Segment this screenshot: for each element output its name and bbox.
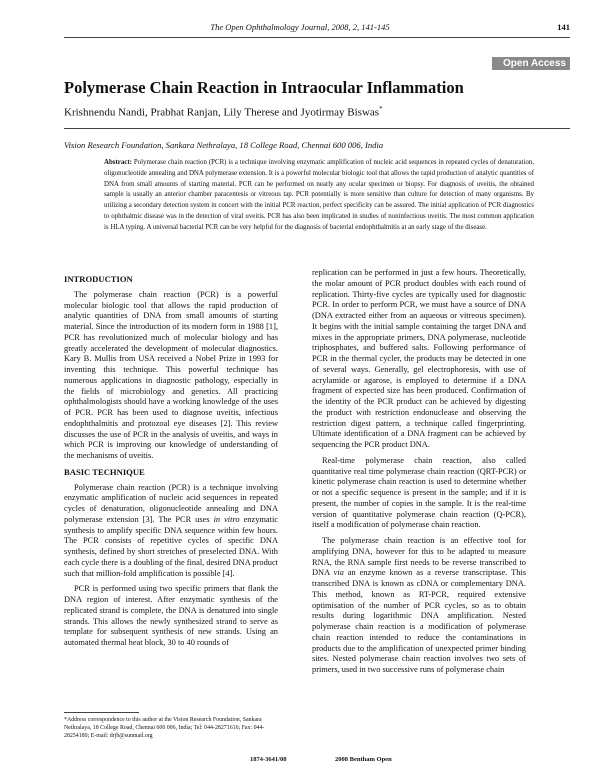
right-column [312,268,526,681]
replication-paragraph: replication can be performed in just a few hours. Theoretically, the molar amount of PCR product doubles with each round of replication. Thirty-five cycles are typically used for diagnostic PCR. In order to perform PCR, we must have a source of DNA (DNA extracted either from an aqueous or vitreous specimen). It begins with the initial sample containing the target DNA and mixes in the appropriate primers, DNA polymerase, nucleotide triphosphates, and buffered salts. Following performance of PCR in the thermal cycler, the products may be detected in one of several ways. Generally, gel electrophoresis, with use of acrylamide or agarose, is employed to determine if a DNA fragment of expected size has been produced. Confirmation of the identity of the PCR product can be achieved by digesting the product with restriction endonuclease and observing the restriction digest pattern, a technique called fingerprinting. Ultimate identification of a DNA fragment can be achieved by sequencing the PCR product DNA. [312,268,526,449]
author-list [64,105,383,119]
introduction-paragraph: The polymerase chain reaction (PCR) is a powerful molecular biologic tool that allows the rapid production of analytic quantities of DNA from small amounts of starting material. Since the introduction of its modern form in 1988 [1], PCR has revolutionized much of molecular biology and has greatly accelerated the development of molecular diagnostics. Kary B. Mullis from USA received a Nobel Prize in 1993 for inventing this technique. This powerful technique has numerous applications in diagnostic pathology, especially in the fields of microbiology and genetics. All practicing ophthalmologists should have a working knowledge of the uses of PCR. PCR has been used to diagnose uveitis, infectious endophthalmitis and protozoal eye diseases [2]. This review discusses the use of PCR in the analysis of uveitis, and ways in which PCR is improving our knowledge of understanding of the mechanisms of uveitis. [64,289,278,460]
abstract-text: Polymerase chain reaction (PCR) is a technique involving enzymatic amplification of nucleic acid sequences in repeated cycles of denaturation, oligonucleotide annealing and DNA polymerase extension. It is a powerful molecular biologic tool that allows the rapid production of analytic quantities of DNA from small amounts of starting material. PCR can be performed on nearly any ocular specimen or biopsy. For diagnosis of uveitis, the obtained sample is usually an anterior chamber paracentesis or vitreous tap. PCR potentially is more sensitive than culture for detection of many organisms. By utilizing a secondary detection system in concert with the initial PCR reaction, perfect specificity can be assured. The initial application of PCR diagnostics to ophthalmic disease was in the detection of viral uveitis. PCR has also been implicated in studies of noninfectious uveitis. The most common application is HLA typing. A universal bacterial PCR can be very helpful for the diagnosis of bacterial endophthalmitis at an early stage of the disease. [104,159,534,231]
text-run: enzymatic synthesis to amplify specific DNA sequence within few hours. The PCR consists of repetitive cycles of specific DNA synthesis, defined by short stretches of preselected DNA. With each cycle there is a doubling of the final, desired DNA product such that million-fold amplification is possible [4]. [64,514,278,578]
left-column [64,272,278,654]
affiliation: Vision Research Foundation, Sankara Nethralaya, 18 College Road, Chennai 600 006, India [64,140,384,150]
text-run: The polymerase chain reaction is an effective tool for amplifying DNA, however for this to be adapted to measure RNA, the RNA sample first needs to be reverse transcribed to DNA [312,536,526,578]
running-head: The Open Ophthalmology Journal, 2008, 2, 141-145 [210,22,390,32]
basic-technique-heading: BASIC TECHNIQUE [64,466,145,477]
basic-technique-paragraph-2: PCR is performed using two specific primers that flank the DNA region of interest. After enzymatic synthesis of the replicated strand is complete, the DNA is denatured into single strands. This allows the newly synthesized strand to serve as template for subsequent synthesis of new strands. Using an automated thermal heat block, 30 to 40 rounds of [64,584,278,647]
publisher-line: 2008 Bentham Open [335,756,392,763]
real-time-pcr-paragraph: Real-time polymerase chain reaction, also called quantitative real time polymerase chain reaction (QRT-PCR) or kinetic polymerase chain reaction is used to determine whether or not a specific sequence is present in the sample; and if it is present, the number of copies in the sample. It is the real-time version of quantitative polymerase chain reaction (Q-PCR), itself a modification of polymerase chain reaction. [312,455,526,530]
correspondence-footnote: *Address correspondence to this author at the Vision Research Foundation, Sankara Nethralaya, 18 College Road, Chennai 600 006, India; Tel: 044-28271616; Fax: 044-28254180; E-mail: drjb@sunmail.org [64,717,265,739]
open-access-badge: Open Access [492,57,570,70]
title-rule [64,128,570,129]
issn: 1874-3641/08 [250,756,287,763]
italic-run: in vitro [213,514,240,524]
article-title: Polymerase Chain Reaction in Intraocular Inflammation [64,78,464,97]
abstract [104,158,534,233]
rt-pcr-paragraph [312,536,526,676]
text-run: an enzyme known as a reverse transcriptase. This transcribed DNA is known as cDNA or complementary DNA. This method, known as RT-PCR, required extensive optimisation of the number of PCR cycles, so as to obtain results during logarithmic DNA amplification. Nested polymerase chain reaction is a modification of polymerase chain reaction intended to reduce the contaminations in products due to the amplification of unexpected primer binding sites. Nested polymerase chain reaction involves two sets of primers, used in two successive runs of polymerase chain [312,568,526,674]
abstract-label: Abstract: [104,159,132,166]
footnote-rule [64,712,139,713]
basic-technique-paragraph-1 [64,483,278,580]
italic-run: via [333,568,344,578]
corresponding-author-mark: * [379,105,383,113]
page-number: 141 [557,22,570,32]
text-run: Polymerase chain reaction (PCR) is a technique involving enzymatic amplification of nucleic acid sequences in repeated cycles of denaturation, oligonucleotide annealing and DNA polymerase extension [3]. The PCR uses [64,482,278,524]
introduction-heading: INTRODUCTION [64,274,133,284]
authors-text: Krishnendu Nandi, Prabhat Ranjan, Lily Therese and Jyotirmay Biswas [64,106,380,119]
header-rule [64,37,570,38]
